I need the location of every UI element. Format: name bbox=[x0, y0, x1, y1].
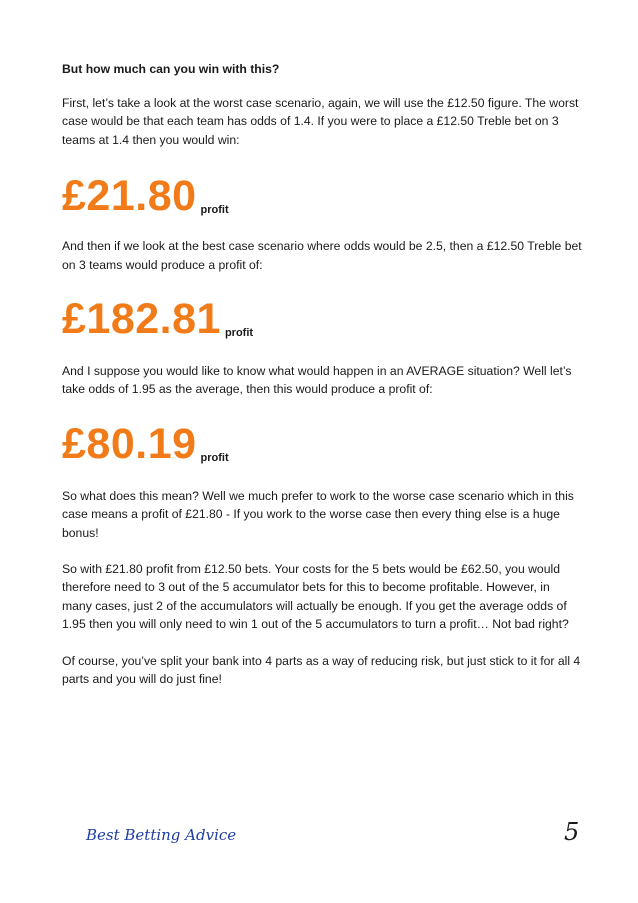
best-case-suffix: profit bbox=[224, 327, 254, 340]
worst-case-figure bbox=[62, 173, 582, 219]
paragraph-conclusion: Of course, you’ve split your bank into 4 parts as a way of reducing risk, but just stick to it for all 4 parts and you will do just fine! bbox=[62, 653, 581, 687]
worst-case-suffix: profit bbox=[200, 204, 229, 217]
best-case-figure bbox=[62, 296, 582, 342]
paragraph-average-case: And I suppose you would like to know what would happen in an AVERAGE situation? Well let’s take odds of 1.95 as the average, then this would produce a profit of: bbox=[62, 364, 572, 397]
average-case-figure bbox=[62, 421, 582, 467]
best-case-amount: £182.81 bbox=[62, 295, 221, 344]
paragraph-meaning: So what does this mean? Well we much prefer to work to the worse case scenario which in this case means a profit of £21.80 - If you work to the worse case then every thing else is a huge bonus! bbox=[62, 488, 574, 540]
worst-case-amount: £21.80 bbox=[62, 172, 197, 221]
section-heading: But how much can you win with this? bbox=[62, 62, 280, 76]
paragraph-best-case: And then if we look at the best case scenario where odds would be 2.5, then a £12.50 Treble bet on 3 teams would produce a profit of: bbox=[62, 239, 582, 272]
paragraph-worst-case: First, let’s take a look at the worst case scenario, again, we will use the £12.50 figure. The worst case would be that each team has odds of 1.4. If you were to place a £12.50 Treble bet on 3 teams at 1.4 then you would win: bbox=[62, 96, 579, 147]
paragraph-costs: So with £21.80 profit from £12.50 bets. Your costs for the 5 bets would be £62.50, you would therefore need to 3 out of the 5 accumulator bets for this to become profitable. However, in many cases, just 2 of the accumulators will actually be enough. If you get the average odds of 1.95 then you will only need to win 1 out of the 5 accumulators to turn a profit… Not bad right? bbox=[62, 562, 569, 632]
average-case-suffix: profit bbox=[200, 451, 229, 464]
average-case-amount: £80.19 bbox=[62, 419, 197, 468]
footer-title: Best Betting Advice bbox=[86, 826, 237, 844]
page-number: 5 bbox=[564, 818, 580, 846]
page-content bbox=[62, 60, 582, 689]
